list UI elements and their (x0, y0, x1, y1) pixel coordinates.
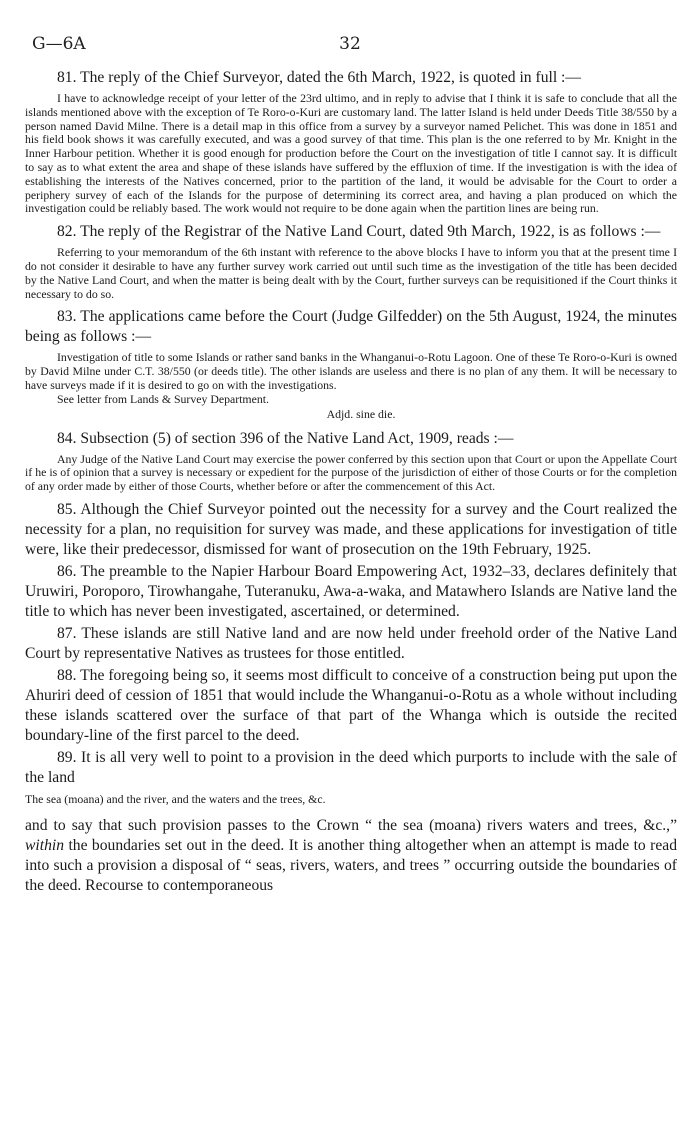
quote-deed-provision: The sea (moana) and the river, and the waters and the trees, &c. (25, 791, 326, 806)
quote-registrar: Referring to your memorandum of the 6th instant with reference to the above blocks I have to inform you that at the present time I do not consider it desirable to have any further survey work carried out until such time as the investigation of the title has been decided by the Native Land Court, and when the matter is being dealt with by the Court, further surveys can be requisitioned if the Court thinks it necessary to do so. (25, 245, 677, 301)
paragraph-88: 88. The foregoing being so, it seems most difficult to conceive of a construction being put upon the Ahuriri deed of cession of 1851 that would include the Whanganui-o-Rotu as a whole without including these islands scattered over the surface of that part of the Whanga which is outside the recited boundary-line of the first parcel to the deed. (25, 666, 677, 744)
paragraph-89-continuation (25, 816, 677, 896)
paragraph-89: 89. It is all very well to point to a provision in the deed which purports to include with the sale of the land (25, 748, 677, 786)
adjourned-note: Adjd. sine die. (326, 406, 396, 421)
quote-native-land-act: Any Judge of the Native Land Court may exercise the power conferred by this section upon that Court or upon the Appellate Court if he is of opinion that a survey is necessary or expedient for the purpose of the jurisdiction of either of those Courts or for the completion of any order made by either of those Courts, whether before or after the commencement of this Act. (25, 451, 677, 494)
continuation-text-1: and to say that such provision passes to the Crown “ the sea (moana) rivers waters and trees, &c.,” (25, 816, 677, 834)
paragraph-81: 81. The reply of the Chief Surveyor, dated the 6th March, 1922, is quoted in full :— (57, 69, 581, 86)
paragraph-85: 85. Although the Chief Surveyor pointed out the necessity for a survey and the Court realized the necessity for a plan, no requisition for survey was made, and these applications for investigation of title were, like their predecessor, dismissed for want of prosecution on the 19th February, 1925. (25, 500, 677, 558)
paragraph-82: 82. The reply of the Registrar of the Native Land Court, dated 9th March, 1922, is as follows :— (57, 223, 661, 241)
paragraph-84: 84. Subsection (5) of section 396 of the Native Land Act, 1909, reads :— (57, 429, 514, 447)
paragraph-83: 83. The applications came before the Court (Judge Gilfedder) on the 5th August, 1924, the minutes being as follows :— (25, 308, 677, 346)
quote-court-minutes: Investigation of title to some Islands or rather sand banks in the Whanganui-o-Rotu Lagoon. One of these Te Roro-o-Kuri is owned by David Milne under C.T. 38/550 (or deeds title). The other islands are useless and there is no plan of any them. It will be necessary to have surveys made if it is desired to go on with the investigations. (25, 350, 677, 392)
emphasis-within: within (25, 836, 64, 854)
document-body (25, 66, 677, 896)
see-letter-note: See letter from Lands & Survey Department. (57, 391, 269, 406)
page-number: 32 (339, 34, 361, 54)
quote-chief-surveyor: I have to acknowledge receipt of your letter of the 23rd ultimo, and in reply to advise that I think it is safe to conclude that all the islands mentioned above with the exception of Te Roro-o-Kuri are customary land. The latter Island is held under Deeds Title 38/550 by a person named David Milne. There is a detail map in this office from a survey by a surveyor named Pelichet. This was done in 1851 and his field book shows it was carefully executed, and was a good survey of that time. This plan is the one referred to by Mr. Knight in the Inner Harbour petition. Whether it is good enough for production before the Court on the investigation of title I cannot say. It is difficult to say as to what extent the area and shape of these islands have suffered by the effluxion of time. If the investigation is with the idea of establishing the interests of the Natives concerned, prior to the partition of the land, it would be advisable for the Court to order a periphery survey of each of the Islands for the purpose of determining its correct area, and having a plan produced on which the investigation could be reliably based. The work would not require to be done again when the partition lines are being run. (25, 91, 677, 216)
document-reference: G—6A (32, 34, 86, 54)
continuation-text-2: the boundaries set out in the deed. It is another thing altogether when an attempt is made to read into such a provision a disposal of “ seas, rivers, waters, and trees ” occurring outside the boundaries of the deed. Recourse to contemporaneous (25, 836, 677, 894)
page-header (32, 34, 668, 56)
paragraph-87: 87. These islands are still Native land and are now held under freehold order of the Native Land Court by representative Natives as trustees for those entitled. (25, 624, 677, 662)
paragraph-86: 86. The preamble to the Napier Harbour Board Empowering Act, 1932–33, declares definitely that Uruwiri, Poroporo, Tirowhangahe, Tuteranuku, Awa-a-waka, and Matawhero Islands are Native land the title to which has never been investigated, ascertained, or determined. (25, 562, 677, 620)
